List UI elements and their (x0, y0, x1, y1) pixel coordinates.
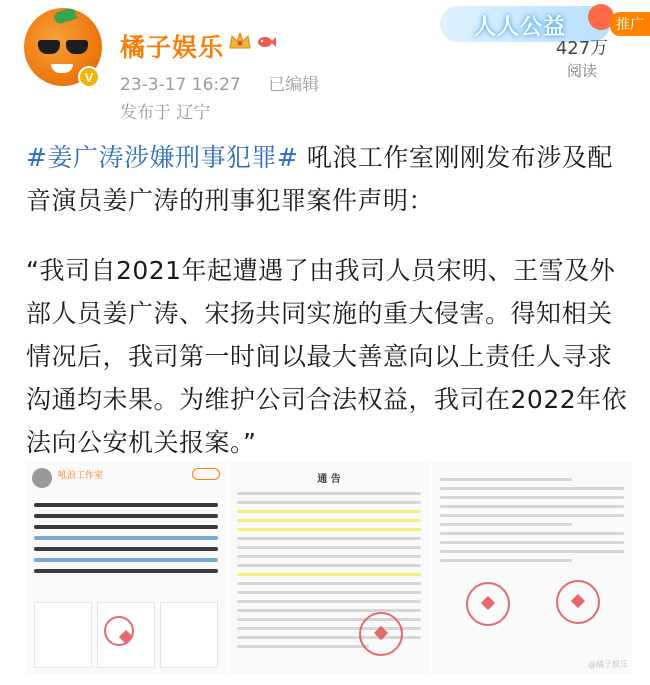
edited-label[interactable]: 已编辑 (268, 75, 320, 95)
mini-account-name: 吼浪工作室 (58, 471, 104, 481)
hashtag-link[interactable]: #姜广涛涉嫌刑事犯罪# (26, 143, 299, 172)
post-location: 发布于 辽宁 (120, 103, 211, 123)
crown-icon (228, 30, 252, 52)
post-intro: 吼浪工作室刚刚发布涉及配音演员姜广涛的刑事犯罪案件声明： (26, 143, 613, 215)
promo-text: 人人公益 (474, 15, 567, 40)
smile-icon (51, 64, 73, 73)
notice-title: 通 告 (317, 474, 341, 485)
fish-icon (256, 32, 276, 52)
account-name[interactable]: 橘子娱乐 (120, 33, 225, 62)
image-thumbnail-3[interactable] (432, 462, 632, 674)
red-seal-icon (556, 580, 600, 624)
watermark: @橘子娱乐 (588, 660, 628, 669)
post-quote: “我司自2021年起遭遇了由我司人员宋明、王雪及外部人员姜广涛、宋扬共同实施的重大侵害。得知相关情况后，我司第一时间以最大善意向以上责任人寻求沟通均未果。为维护公司合法权益，我司在2022年依法向公安机关报案。” (26, 256, 628, 457)
post-body (26, 136, 632, 222)
post-header (0, 0, 650, 123)
view-count-label: 阅读 (566, 62, 597, 80)
push-label: 推广 (610, 12, 650, 36)
verified-badge-icon: V (78, 66, 100, 88)
mini-follow-button (192, 468, 220, 480)
mini-documents (34, 602, 218, 668)
red-seal-icon (104, 616, 134, 646)
mini-document (34, 602, 92, 668)
orange-leaf-icon (53, 8, 78, 25)
image-grid (26, 462, 632, 674)
view-count (530, 34, 634, 84)
red-seal-icon (359, 612, 403, 656)
post-meta (120, 70, 319, 95)
image-thumbnail-1[interactable] (26, 462, 226, 674)
red-seal-icon (466, 582, 510, 626)
post-timestamp: 23-3-17 16:27 (120, 75, 241, 95)
view-count-number: 427万 (555, 38, 609, 59)
document-text (432, 472, 632, 568)
image-thumbnail-2[interactable] (229, 462, 429, 674)
mini-avatar (32, 468, 52, 488)
mini-post-text (26, 496, 226, 580)
mini-document (160, 602, 218, 668)
sunglasses-icon (38, 40, 88, 54)
